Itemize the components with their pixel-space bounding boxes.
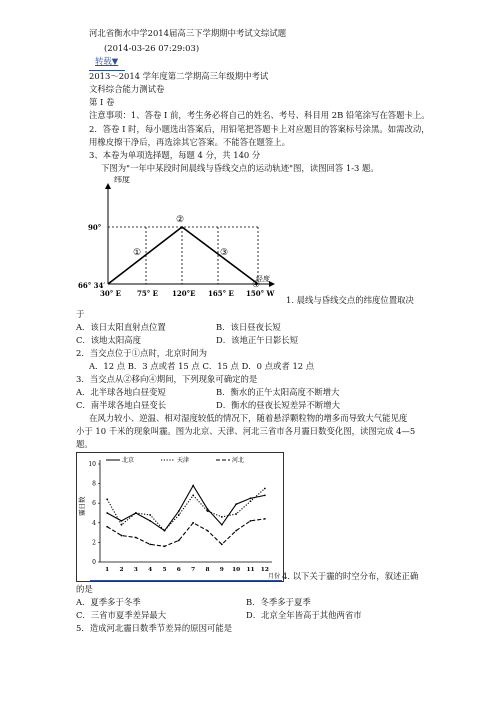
q4-option-c: C．三省市夏季差异最大 [76, 610, 167, 620]
q3-option-d: D．衡水的昼夜长短差异不断增大 [216, 400, 340, 410]
data-point [264, 494, 266, 496]
data-point [178, 510, 180, 512]
q3-stem: 3．当交点从②移向④期间，下列现象可确定的是 [76, 374, 258, 384]
legend-label: 天津 [177, 457, 190, 464]
x-tick-120e: 120°E [172, 289, 196, 298]
y-tick-90: 90° [88, 223, 102, 232]
note-2-cont: 用橡皮擦干净后，再选涂其它答案。不能答在题签上。 [89, 137, 290, 147]
x-tick-label: 11 [246, 567, 255, 573]
haze-days-chart [76, 452, 284, 582]
q4-option-d: D．北京全年皆高于其他两省市 [246, 610, 362, 620]
article-title: 河北省衡水中学2014届高三下学期期中考试文综试题 [89, 28, 287, 38]
data-point [149, 543, 151, 545]
x-tick-label: 2 [119, 567, 124, 573]
data-point [235, 530, 237, 532]
x-tick-label: 9 [219, 567, 224, 573]
data-point [250, 520, 252, 522]
track-line [108, 227, 258, 284]
data-point [221, 524, 223, 526]
data-point [106, 498, 108, 500]
legend-label: 北京 [122, 457, 135, 464]
y-tick-label: 10 [88, 461, 96, 468]
y-axis-label: 纬度 [114, 176, 130, 184]
data-point [235, 513, 237, 515]
intro-q1-3: 下图为"一年中某段时间晨线与昏线交点的运动轨迹"图，读图回答 1-3 题。 [101, 163, 379, 173]
q5-stem: 5．造成河北霾日数季节差异的原因可能是 [76, 623, 233, 633]
q3-option-a: A．北半球各地白昼变短 [76, 387, 166, 397]
data-point [121, 520, 123, 522]
data-point [250, 500, 252, 502]
data-point [221, 516, 223, 518]
section-title: 第 I 卷 [89, 97, 115, 107]
y-tick-label: 0 [92, 559, 96, 566]
q1-stem: 1. 晨线与昏线交点的纬度位置取决 [286, 295, 414, 305]
data-point [221, 543, 223, 545]
article-date: (2014-03-26 07:29:03) [104, 43, 200, 53]
data-point [106, 512, 108, 514]
q1-option-b: B．该日昼夜长短 [216, 322, 281, 332]
q1-stem-cont: 于 [76, 309, 85, 319]
terminator-track-figure [78, 176, 278, 302]
note-3: 3、本卷为单项选择题，每题 4 分，共 140 分 [89, 150, 261, 160]
y-tick-66: 66° 34′ [78, 281, 106, 290]
y-tick-label: 2 [92, 539, 96, 547]
exam-subject: 文科综合能力测试卷 [89, 84, 165, 94]
x-tick-label: 7 [191, 567, 196, 573]
q4-stem-cont: 的是 [76, 584, 93, 594]
data-point [192, 494, 194, 496]
x-tick-label: 10 [232, 567, 241, 573]
x-tick-label: 6 [176, 567, 181, 573]
legend-label: 河北 [232, 457, 245, 464]
q4-option-b: B．冬季多于夏季 [246, 597, 311, 607]
data-point [121, 535, 123, 537]
x-axis-label: 经度 [256, 275, 270, 283]
point-3-label: ③ [220, 248, 229, 258]
intro-q4-5-cont: 小于 10 千米的现象叫霾。图为北京、天津、河北三省市各月霾日数变化图，读图完成 4—5 [76, 426, 416, 436]
y-tick-label: 4 [92, 519, 96, 527]
x-tick-165e: 165° E [208, 289, 234, 298]
data-point [264, 518, 266, 520]
note-1: 注意事项：1、答卷 I 前，考生务必将自己的姓名、考号、科目用 2B 铅笔涂写在答题卡上。 [89, 110, 430, 120]
q4-stem: 4. 以下关于霾的时空分布，叙述正确 [282, 571, 419, 581]
data-point [178, 514, 180, 516]
data-point [121, 524, 123, 526]
point-1-label: ① [133, 248, 142, 258]
x-tick-label: 5 [162, 567, 167, 573]
q4-option-a: A．夏季多于冬季 [76, 597, 141, 607]
x-tick-label: 12 [260, 567, 269, 573]
x-tick-label: 1 [105, 567, 110, 573]
q1-option-d: D．该地正午日影长短 [216, 335, 299, 345]
x-tick-label: 4 [148, 567, 153, 573]
point-4-label: ④ [252, 280, 261, 290]
chart-baseline-rule [90, 580, 282, 581]
chart-y-axis-label: 霾日数 [78, 496, 86, 516]
q1-option-a: A．该日太阳直射点位置 [76, 322, 166, 332]
data-point [149, 514, 151, 516]
data-point [164, 545, 166, 547]
note-2: 2．答卷 I 时，每小题选出答案后，用铅笔把答题卡上对应题目的答案标号涂黑。如需改动， [89, 124, 430, 134]
reprint-link[interactable]: 转载▼ [95, 56, 119, 66]
data-point [135, 512, 137, 514]
data-point [207, 510, 209, 512]
data-point [178, 540, 180, 542]
point-2-label: ② [176, 215, 185, 225]
q1-option-c: C．该地太阳高度 [76, 335, 142, 345]
exam-year: 2013～2014 学年度第二学期高三年级期中考试 [89, 71, 269, 81]
data-point [207, 530, 209, 532]
x-tick-150w: 150° W [246, 289, 275, 298]
x-tick-label: 8 [205, 567, 210, 573]
q3-option-c: C．南半球各地白昼变长 [76, 400, 167, 410]
y-tick-label: 6 [92, 500, 96, 508]
data-point [192, 485, 194, 487]
x-tick-30e: 30° E [100, 289, 122, 298]
data-point [235, 503, 237, 505]
data-point [250, 497, 252, 499]
q3-option-b: B．衡水的正午太阳高度不断增大 [216, 387, 340, 397]
chart-x-axis-label: 月份 [268, 573, 281, 580]
x-tick-75e: 75° E [137, 289, 159, 298]
data-point [106, 526, 108, 528]
data-point [192, 522, 194, 524]
q2-stem: 2．当交点位于①点时，北京时间为 [76, 348, 207, 358]
q2-options: A．12 点 B．3 点或者 15 点 C．15 点 D．0 点或者 12 点 [89, 361, 315, 371]
x-tick-label: 3 [133, 567, 138, 573]
data-point [264, 488, 266, 490]
data-point [164, 530, 166, 532]
intro-q4-5-end: 题。 [76, 439, 93, 449]
data-point [135, 537, 137, 539]
y-tick-label: 8 [92, 480, 96, 488]
data-point [149, 520, 151, 522]
intro-q4-5: 在风力较小、逆温、相对湿度较低的情况下，随着悬浮颗粒物的增多而导致大气能见度 [89, 413, 408, 423]
